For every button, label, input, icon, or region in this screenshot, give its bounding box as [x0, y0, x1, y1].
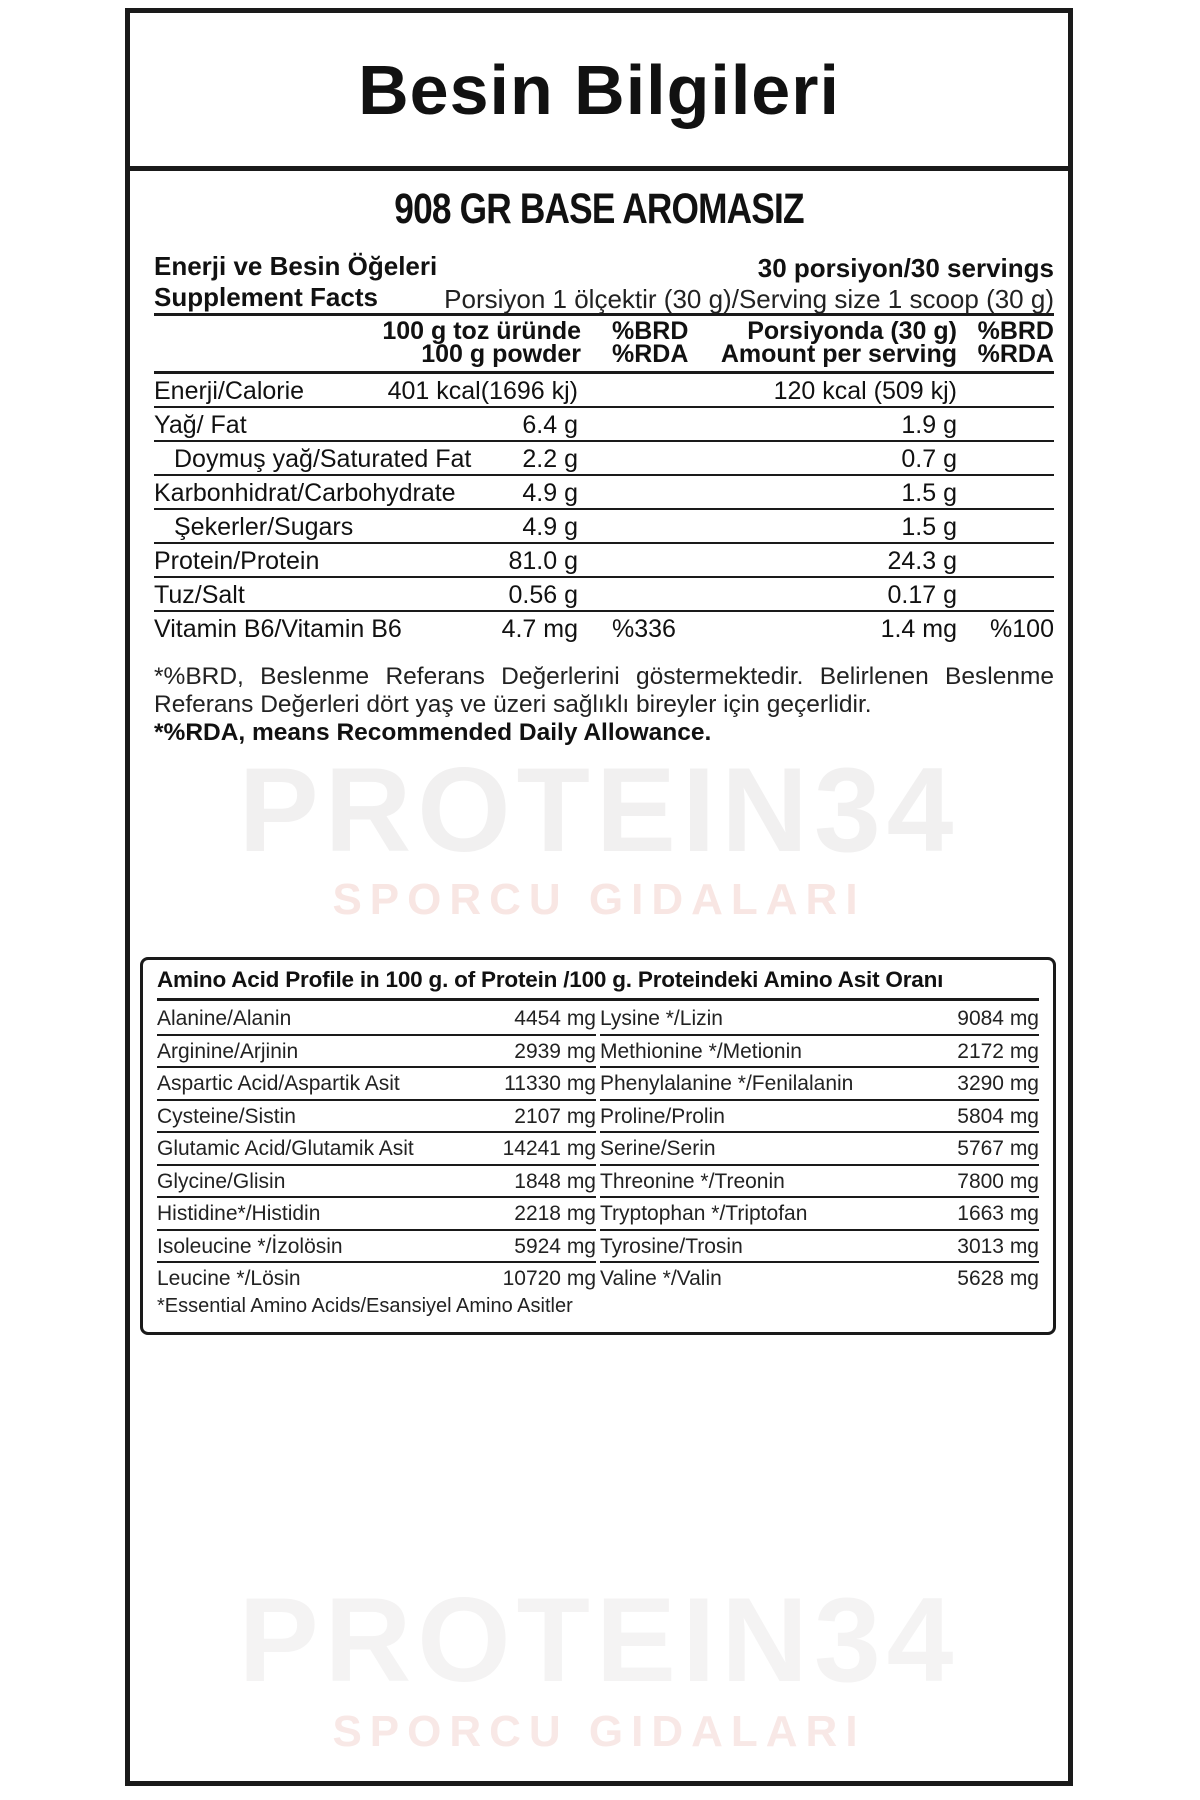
amino-row [600, 1101, 1039, 1134]
amino-col-left [157, 1003, 596, 1294]
nutrient-serving: 24.3 g [887, 547, 957, 575]
amino-value: 5628 mg [957, 1267, 1039, 1290]
amino-value: 11330 mg [504, 1072, 596, 1095]
watermark-brand [130, 741, 1068, 879]
amino-row [600, 1263, 1039, 1294]
amino-row [157, 1133, 596, 1166]
amino-value: 7800 mg [957, 1169, 1039, 1193]
amino-value: 5767 mg [957, 1137, 1039, 1160]
amino-name: Valine */Valin [600, 1267, 722, 1290]
amino-acid-table [140, 957, 1056, 1335]
nutrient-name: Tuz/Salt [154, 581, 245, 609]
nutrient-row [154, 544, 1054, 578]
supplement-facts-heading: Supplement Facts [154, 282, 378, 312]
amino-value: 9084 mg [957, 1007, 1039, 1030]
amino-name: Isoleucine */İzolösin [157, 1234, 343, 1258]
footnote-brd: *%BRD, Beslenme Referans Değerlerini göstermektedir. Belirlenen Beslenme Referans Değerleri dört yaş ve üzeri sağlıklı bireyler için geçerlidir. [154, 663, 1054, 718]
amino-name: Serine/Serin [600, 1137, 716, 1160]
col-brd1-tr: %BRD [612, 317, 689, 345]
nutrition-label [125, 8, 1073, 1786]
product-name: 908 GR BASE AROMASIZ [394, 185, 804, 233]
amino-value: 5804 mg [957, 1104, 1039, 1128]
nutrient-name: Enerji/Calorie [154, 377, 305, 405]
amino-name: Phenylalanine */Fenilalanin [600, 1072, 854, 1095]
nutrient-per100: 2.2 g [522, 445, 578, 473]
nutrient-row [154, 578, 1054, 612]
col-brd1-en: %RDA [612, 340, 689, 368]
amino-row [157, 1003, 596, 1036]
amino-value: 10720 mg [502, 1267, 596, 1290]
header-row-2 [154, 282, 1054, 313]
nutrient-per100: 81.0 g [508, 547, 578, 575]
nutrient-name: Vitamin B6/Vitamin B6 [154, 615, 402, 643]
nutrient-per100: 4.7 mg [501, 615, 578, 643]
amino-name: Cysteine/Sistin [157, 1104, 296, 1128]
nutrient-brd2: %100 [990, 615, 1054, 643]
footnote-rda: *%RDA, means Recommended Daily Allowance. [154, 719, 712, 746]
column-headers [154, 316, 1054, 371]
amino-row [157, 1068, 596, 1101]
nutrient-serving: 0.7 g [901, 445, 957, 473]
amino-name: Glutamic Acid/Glutamik Asit [157, 1137, 414, 1160]
watermark-brand-dark: PROTEIN34 [238, 743, 960, 877]
amino-acid-columns [157, 1003, 1039, 1294]
amino-row [600, 1068, 1039, 1101]
nutrient-name: Doymuş yağ/Saturated Fat [174, 445, 472, 473]
amino-value: 2107 mg [514, 1104, 596, 1128]
amino-value: 4454 mg [514, 1007, 596, 1030]
watermark-brand-bottom: PROTEIN34 [238, 1573, 960, 1707]
amino-value: 5924 mg [514, 1234, 596, 1258]
nutrient-brd1: %336 [612, 615, 676, 643]
nutrient-serving: 0.17 g [887, 581, 957, 609]
amino-row [600, 1231, 1039, 1264]
amino-name: Histidine*/Histidin [157, 1202, 321, 1225]
col-serving-tr: Porsiyonda (30 g) [747, 317, 957, 345]
nutrient-name: Şekerler/Sugars [174, 513, 354, 541]
amino-value: 2218 mg [514, 1202, 596, 1225]
amino-row [157, 1198, 596, 1231]
header-row-1 [154, 251, 1054, 282]
amino-value: 1663 mg [957, 1202, 1039, 1225]
amino-acid-title: Amino Acid Profile in 100 g. of Protein /100 g. Proteindeki Amino Asit Oranı [157, 960, 1039, 1001]
amino-value: 3013 mg [957, 1234, 1039, 1258]
amino-col-right [600, 1003, 1039, 1294]
amino-row [157, 1263, 596, 1294]
servings-count: 30 porsiyon/30 servings [757, 253, 1054, 283]
amino-name: Arginine/Arjinin [157, 1039, 299, 1063]
nutrient-row [154, 476, 1054, 510]
amino-row [157, 1231, 596, 1264]
nutrient-rows [154, 374, 1054, 644]
amino-name: Lysine */Lizin [600, 1007, 723, 1030]
watermark-tagline: SPORCU GIDALARI [332, 875, 866, 924]
amino-row [600, 1003, 1039, 1036]
nutrient-per100: 0.56 g [508, 581, 578, 609]
footnote [154, 663, 1054, 747]
amino-row [600, 1036, 1039, 1069]
energy-heading: Enerji ve Besin Öğeleri [154, 251, 438, 281]
nutrient-serving: 1.4 mg [880, 615, 957, 643]
col-serving-en: Amount per serving [720, 340, 957, 368]
amino-row [157, 1036, 596, 1069]
amino-name: Glycine/Glisin [157, 1169, 286, 1193]
amino-name: Methionine */Metionin [600, 1039, 802, 1063]
nutrient-per100: 4.9 g [522, 479, 578, 507]
amino-value: 14241 mg [502, 1137, 596, 1160]
amino-value: 3290 mg [957, 1072, 1039, 1095]
nutrient-per100: 401 kcal(1696 kj) [387, 377, 578, 405]
nutrient-serving: 120 kcal (509 kj) [773, 377, 957, 405]
amino-name: Tryptophan */Triptofan [600, 1202, 808, 1225]
nutrient-name: Protein/Protein [154, 547, 320, 575]
amino-name: Alanine/Alanin [157, 1007, 292, 1030]
nutrient-row [154, 374, 1054, 408]
page-title: Besin Bilgileri [358, 50, 840, 129]
serving-size: Porsiyon 1 ölçektir (30 g)/Serving size 1 scoop (30 g) [444, 284, 1054, 314]
nutrient-per100: 6.4 g [522, 411, 578, 439]
col-per100-en: 100 g powder [421, 340, 581, 368]
nutrient-row [154, 510, 1054, 544]
amino-name: Threonine */Treonin [600, 1169, 785, 1193]
amino-name: Aspartic Acid/Aspartik Asit [157, 1072, 400, 1095]
nutrient-row [154, 442, 1054, 476]
amino-value: 2939 mg [514, 1039, 596, 1063]
amino-row [600, 1198, 1039, 1231]
amino-row [600, 1133, 1039, 1166]
nutrient-row [154, 408, 1054, 442]
col-brd2-en: %RDA [977, 340, 1054, 368]
amino-row [157, 1166, 596, 1199]
col-brd2-tr: %BRD [977, 317, 1054, 345]
amino-value: 1848 mg [514, 1169, 596, 1193]
nutrient-serving: 1.5 g [901, 479, 957, 507]
watermark-tagline-bottom: SPORCU GIDALARI [332, 1707, 866, 1756]
amino-row [600, 1166, 1039, 1199]
nutrient-name: Yağ/ Fat [154, 411, 247, 439]
title-box [130, 13, 1068, 171]
nutrient-per100: 4.9 g [522, 513, 578, 541]
nutrient-serving: 1.5 g [901, 513, 957, 541]
amino-name: Proline/Prolin [600, 1104, 725, 1128]
amino-footnote: *Essential Amino Acids/Esansiyel Amino Asitler [157, 1294, 573, 1317]
nutrient-row [154, 612, 1054, 644]
amino-value: 2172 mg [957, 1039, 1039, 1063]
amino-name: Leucine */Lösin [157, 1267, 301, 1290]
nutrition-facts [154, 251, 1054, 644]
amino-row [157, 1101, 596, 1134]
col-per100-tr: 100 g toz üründe [382, 317, 581, 345]
nutrient-serving: 1.9 g [901, 411, 957, 439]
nutrient-name: Karbonhidrat/Carbohydrate [154, 479, 456, 507]
amino-name: Tyrosine/Trosin [600, 1234, 743, 1258]
